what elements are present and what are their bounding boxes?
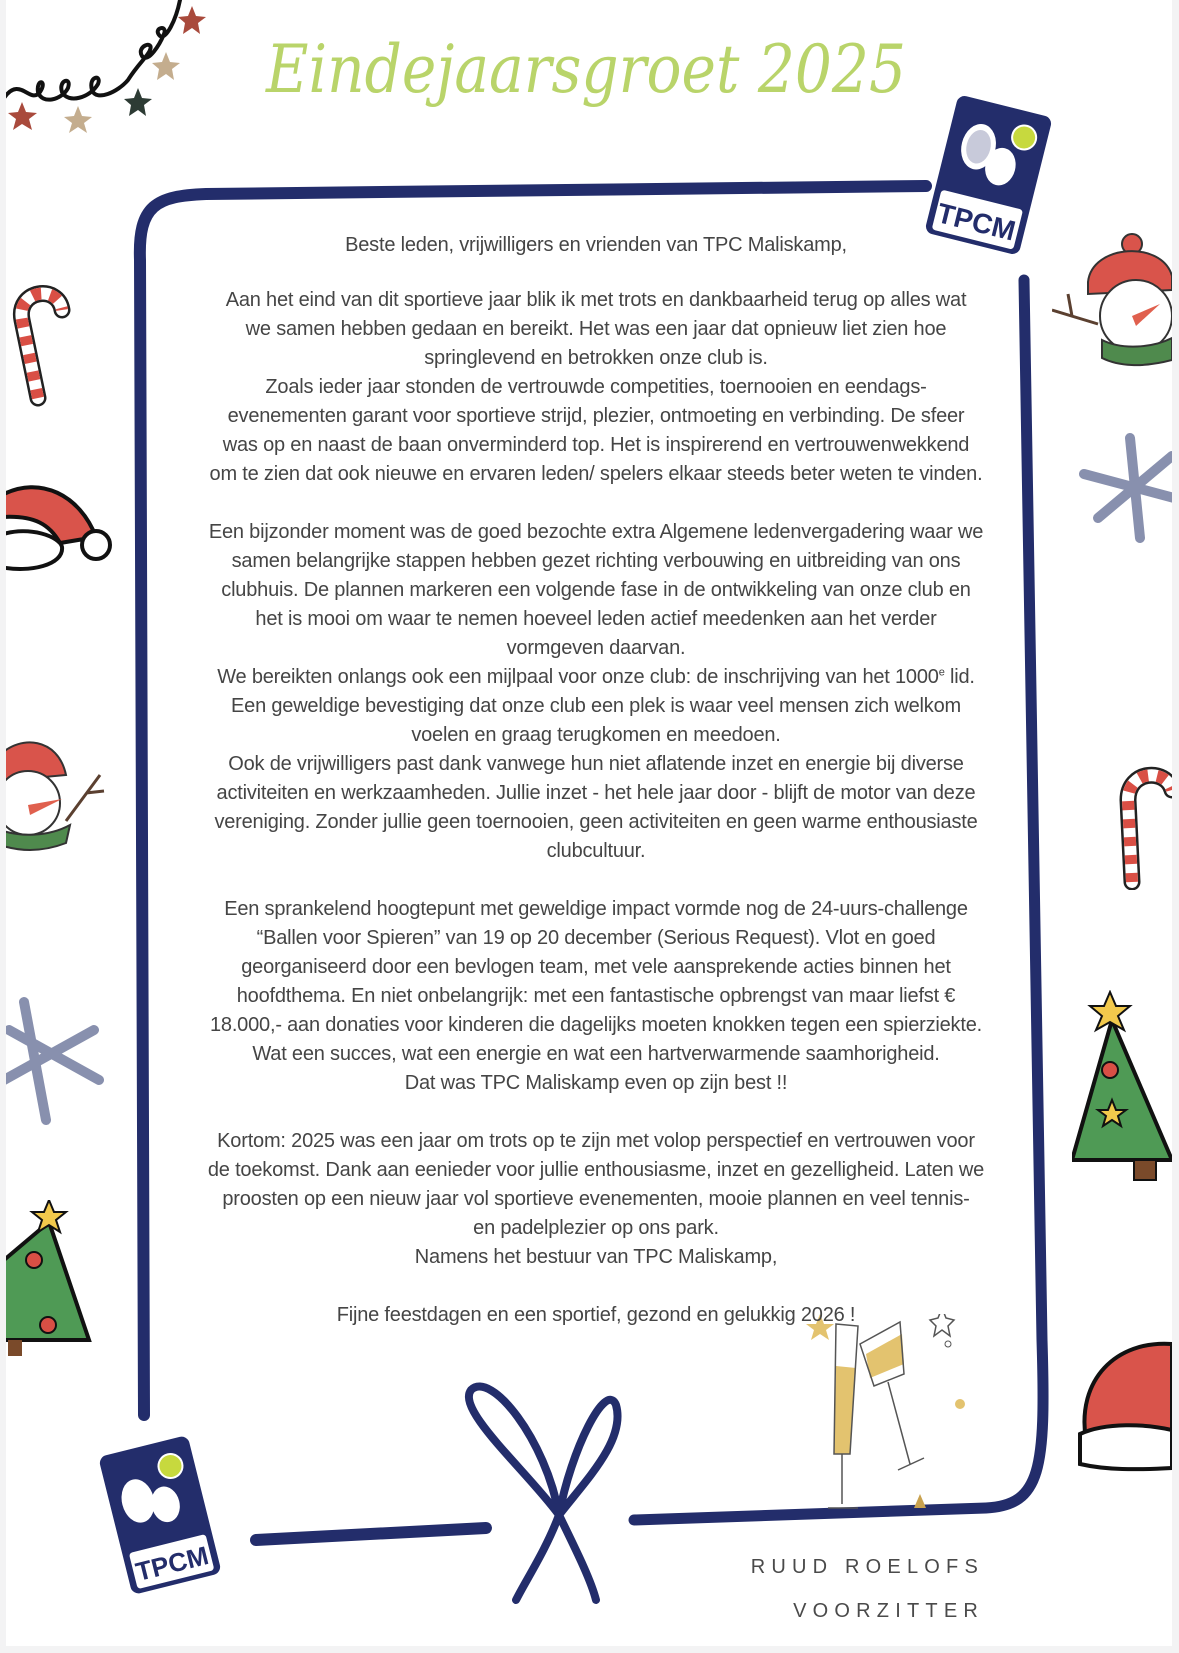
ordinal-superscript: e [938, 666, 945, 679]
letter-line: vormgeven daarvan. [506, 637, 686, 659]
letter-line: georganiseerd door een bevlogen team, met vele aansprekende acties binnen het [241, 956, 951, 978]
letter-line: activiteiten en werkzaamheden. Jullie inzet - het hele jaar door - blijft de motor van deze [216, 782, 976, 804]
letter-line: clubhuis. De plannen markeren een volgende fase in de ontwikkeling van onze club en [221, 579, 971, 601]
letter-line: Een sprankelend hoogtepunt met geweldige impact vormde nog de 24-uurs-challenge [224, 898, 968, 920]
letter-line: vereniging. Zonder jullie geen toernooien, geen activiteiten en geen warme enthousiaste [214, 811, 978, 833]
letter-blank-line [144, 866, 1048, 895]
letter-line: voelen en graag terugkomen en meedoen. [411, 724, 781, 746]
letter-line: Dat was TPC Maliskamp even op zijn best !! [404, 1072, 788, 1094]
signature-role: VOORZITTER [793, 1600, 984, 1622]
letter-line: Ook de vrijwilligers past dank vanwege hun niet aflatende inzet en energie bij diverse [228, 753, 964, 775]
letter-line: we samen hebben gedaan en bereikt. Het was een jaar dat opnieuw liet zien hoe [245, 318, 947, 340]
milestone-suffix: lid. [944, 666, 975, 688]
letter-line: was op en naast de baan onverminderd top. Het is inspirerend en vertrouwenwekkend [222, 434, 970, 456]
letter-line: Wat een succes, wat een energie en wat een hartverwarmende saamhorigheid. [252, 1043, 940, 1065]
letter-line: proosten op een nieuw jaar vol sportieve evenementen, mooie plannen en veel tennis- [222, 1188, 970, 1210]
letter-line: en padelplezier op ons park. [473, 1217, 719, 1239]
greeting-card [6, 0, 1172, 1646]
letter-line: “Ballen voor Spieren” van 19 op 20 december (Serious Request). Vlot en goed [256, 927, 936, 949]
letter-line: 18.000,- aan donaties voor kinderen die dagelijks moeten knokken tegen een spierziekte. [209, 1014, 982, 1036]
letter-line: clubcultuur. [546, 840, 646, 862]
letter-blank-line [144, 1272, 1048, 1301]
letter-line: Fijne feestdagen en een sportief, gezond en gelukkig 2026 ! [336, 1304, 856, 1326]
letter-blank-line [144, 489, 1048, 518]
letter-line: om te zien dat ook nieuwe en ervaren leden/ spelers elkaar steeds beter weten te vinden. [209, 463, 983, 485]
letter-line: Een geweldige bevestiging dat onze club een plek is waar veel mensen zich welkom [231, 695, 961, 717]
letter-line: springlevend en betrokken onze club is. [424, 347, 768, 369]
letter-line: de toekomst. Dank aan eenieder voor jullie enthousiasme, inzet en gezelligheid. Laten we [207, 1159, 985, 1181]
letter-greeting: Beste leden, vrijwilligers en vrienden van TPC Maliskamp, [345, 234, 847, 256]
letter-line: evenementen garant voor sportieve strijd, plezier, ontmoeting en verbinding. De sfeer [227, 405, 965, 427]
title-text: Eindejaarsgroet 2025 [265, 31, 906, 108]
logo-text: TPCM [934, 197, 1019, 247]
signature-name: RUUD ROELOFS [750, 1556, 984, 1578]
letter-line: het is mooi om waar te nemen hoeveel leden actief meedenken aan het verder [255, 608, 937, 630]
letter-body [6, 0, 1172, 1646]
letter-line: Namens het bestuur van TPC Maliskamp, [414, 1246, 778, 1268]
letter-line: samen belangrijke stappen hebben gezet richting verbouwing en uitbreiding van ons [231, 550, 961, 572]
letter-line: Een bijzonder moment was de goed bezochte extra Algemene ledenvergadering waar we [208, 521, 984, 543]
letter-line: We bereikten onlangs ook een mijlpaal voor onze club: de inschrijving van het 1000e lid. [217, 666, 975, 688]
letter-line: Aan het eind van dit sportieve jaar blik ik met trots en dankbaarheid terug op alles wat [225, 289, 967, 311]
logo-text-bottom: TPCM [132, 1540, 212, 1587]
letter-line: hoofdthema. En niet onbelangrijk: met een fantastische opbrengst van maar liefst € [236, 985, 956, 1007]
letter-blank-line [144, 1098, 1048, 1127]
letter-line: Kortom: 2025 was een jaar om trots op te zijn met volop perspectief en vertrouwen voor [217, 1130, 975, 1152]
letter-line: Zoals ieder jaar stonden de vertrouwde competities, toernooien en eendags- [265, 376, 927, 398]
